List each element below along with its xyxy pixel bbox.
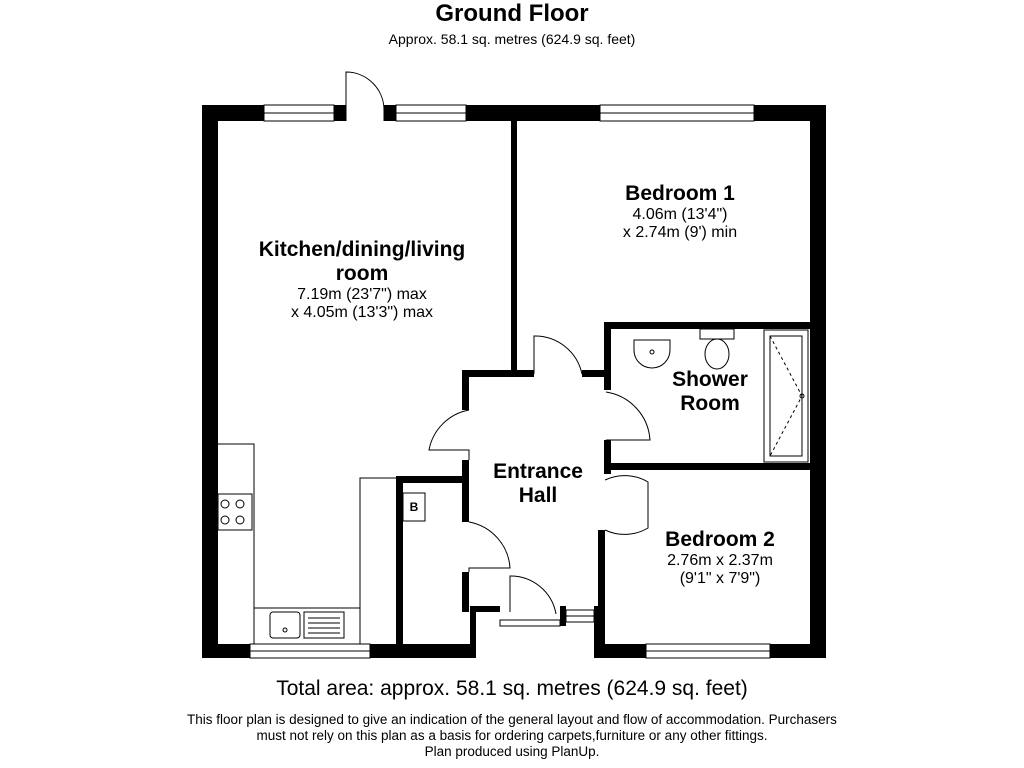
wall-shower-bottom xyxy=(604,463,810,470)
hob xyxy=(218,494,252,530)
shower-tray xyxy=(764,330,808,462)
room-kitchen-dim-1: 7.19m (23'7") max xyxy=(297,286,427,303)
wall-hall-bottom-right xyxy=(560,606,566,626)
wall-bottom-left xyxy=(202,644,250,658)
door-cupboard xyxy=(469,522,510,572)
disclaimer-line-1: This floor plan is designed to give an indication of the general layout and flow of accommodation. Purchasers xyxy=(187,712,837,727)
disclaimer-line-3: Plan produced using PlanUp. xyxy=(424,744,600,759)
toilet-cistern xyxy=(700,329,734,339)
wall-cupboard-top xyxy=(396,476,466,483)
room-shower-name-2: Room xyxy=(680,392,740,415)
total-area: Total area: approx. 58.1 sq. metres (624.9 sq. feet) xyxy=(276,677,748,700)
wall-hall-left-mid xyxy=(462,460,469,522)
room-hall-name-1: Entrance xyxy=(493,460,583,483)
wall-top-mid-right xyxy=(466,105,600,121)
kitchen-counter xyxy=(218,444,396,644)
door-kitchen-top xyxy=(346,72,384,121)
boiler-label: B xyxy=(409,500,419,514)
door-shower xyxy=(606,392,650,440)
door-bedroom2 xyxy=(605,476,648,535)
room-bedroom2-label xyxy=(610,528,830,588)
room-hall-name-2: Hall xyxy=(518,484,558,507)
wall-bed1-left xyxy=(511,121,517,376)
room-bedroom2-name: Bedroom 2 xyxy=(665,528,775,551)
wall-hall-left-low xyxy=(462,572,469,612)
wall-shower-top xyxy=(604,322,810,329)
wall-hall-top-right xyxy=(582,370,606,377)
sink xyxy=(270,612,300,638)
door-kitchen-hall xyxy=(429,410,469,460)
toilet-bowl xyxy=(705,339,729,369)
wall-hall-bottom-left xyxy=(470,606,476,658)
page-title: Ground Floor xyxy=(435,0,589,27)
room-kitchen-name-1: Kitchen/dining/living xyxy=(258,238,466,261)
room-hall-label xyxy=(470,460,606,508)
wall-top-mid-left xyxy=(334,105,346,121)
room-bedroom1-dim-1: 4.06m (13'4") xyxy=(632,206,728,223)
wall-hall-left-top xyxy=(462,370,469,410)
wall-hall-right-b xyxy=(598,530,605,658)
wall-bottom-right-b xyxy=(770,644,826,658)
room-kitchen-name-2: room xyxy=(335,262,389,285)
room-kitchen-dim-2: x 4.05m (13'3") max xyxy=(290,304,434,321)
drainer xyxy=(304,612,344,638)
wall-bottom-mid xyxy=(370,644,476,658)
room-bedroom1-dim-2: x 2.74m (9') min xyxy=(622,224,738,241)
room-bedroom2-dim-1: 2.76m x 2.37m xyxy=(667,552,773,569)
front-door-threshold xyxy=(500,620,560,626)
door-front xyxy=(510,576,556,614)
page-subtitle: Approx. 58.1 sq. metres (624.9 sq. feet) xyxy=(388,31,636,47)
wall-cupboard-left xyxy=(396,476,403,646)
door-bedroom1 xyxy=(534,336,582,374)
wall-left xyxy=(202,105,218,658)
room-shower-label xyxy=(650,368,770,416)
wall-bottom-right-a xyxy=(598,644,646,658)
disclaimer-line-2: must not rely on this plan as a basis for ordering carpets,furniture or any other fittings. xyxy=(256,728,768,743)
room-bedroom2-dim-2: (9'1" x 7'9") xyxy=(679,570,761,587)
room-bedroom1-label xyxy=(560,182,800,242)
wall-top-mid xyxy=(384,105,396,121)
wall-hall-top xyxy=(462,370,534,377)
wall-shower-left xyxy=(604,322,611,390)
room-shower-name-1: Shower xyxy=(672,368,748,391)
room-bedroom1-name: Bedroom 1 xyxy=(625,182,735,205)
disclaimer xyxy=(0,712,1024,760)
room-kitchen-label xyxy=(222,238,502,322)
